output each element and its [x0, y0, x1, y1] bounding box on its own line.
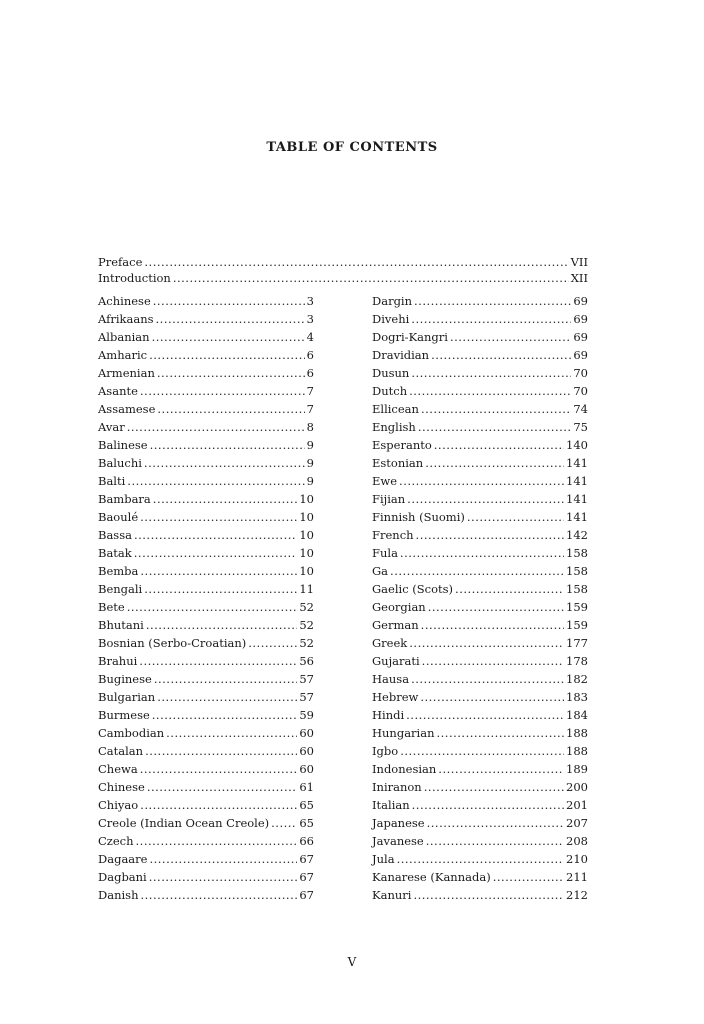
toc-entry-page: 3 — [306, 294, 314, 308]
dot-leader — [153, 490, 298, 508]
dot-leader — [416, 526, 565, 544]
toc-entry — [372, 310, 588, 328]
toc-entry-page: 9 — [306, 456, 314, 470]
toc-entry-label: Danish — [98, 888, 139, 902]
toc-entry-label: Baluchi — [98, 456, 142, 470]
toc-entry-page: 142 — [566, 528, 588, 542]
toc-entry-page: 67 — [299, 852, 314, 866]
toc-entry — [98, 526, 314, 544]
toc-entry-page: 182 — [566, 672, 588, 686]
toc-right-column — [372, 292, 588, 904]
toc-entry — [98, 544, 314, 562]
toc-entry — [372, 688, 588, 706]
toc-entry-label: Chinese — [98, 780, 145, 794]
toc-entry-label: Dagaare — [98, 852, 148, 866]
dot-leader — [140, 886, 297, 904]
toc-entry — [372, 616, 588, 634]
toc-entry-label: Preface — [98, 255, 143, 269]
toc-entry-label: Ga — [372, 564, 389, 578]
toc-entry-label: Afrikaans — [98, 312, 154, 326]
toc-entry — [98, 688, 314, 706]
toc-left-column — [98, 292, 314, 904]
dot-leader — [414, 292, 571, 310]
toc-entry-label: Avar — [98, 420, 125, 434]
dot-leader — [140, 760, 298, 778]
toc-entry-page: 184 — [566, 708, 588, 722]
dot-leader — [144, 580, 297, 598]
toc-entry-label: Dutch — [372, 384, 408, 398]
toc-entry-page: 188 — [566, 744, 588, 758]
toc-entry-label: Assamese — [98, 402, 156, 416]
dot-leader — [156, 310, 305, 328]
dot-leader — [467, 508, 564, 526]
toc-entry-page: 141 — [566, 492, 588, 506]
dot-leader — [434, 436, 564, 454]
toc-entry — [98, 652, 314, 670]
toc-entry-label: Estonian — [372, 456, 424, 470]
toc-entry — [372, 580, 588, 598]
toc-entry — [372, 634, 588, 652]
dot-leader — [149, 850, 297, 868]
dot-leader — [390, 562, 564, 580]
dot-leader — [400, 742, 564, 760]
toc-entry-page: 67 — [299, 888, 314, 902]
toc-entry-label: Asante — [98, 384, 138, 398]
toc-entry-page: 61 — [299, 780, 314, 794]
toc-entry-page: 56 — [299, 654, 314, 668]
toc-entry-label: Balinese — [98, 438, 148, 452]
dot-leader — [149, 346, 305, 364]
toc-entry — [372, 850, 588, 868]
dot-leader — [144, 454, 305, 472]
dot-leader — [411, 364, 571, 382]
toc-entry — [98, 454, 314, 472]
toc-entry-label: Dravidian — [372, 348, 430, 362]
dot-leader — [145, 742, 297, 760]
toc-entry-page: 69 — [573, 330, 588, 344]
toc-entry-page: 6 — [306, 348, 314, 362]
toc-entry-page: 70 — [573, 366, 588, 380]
toc-entry-label: Esperanto — [372, 438, 432, 452]
toc-entry-label: English — [372, 420, 416, 434]
toc-entry-page: 57 — [299, 672, 314, 686]
toc-entry-page: 60 — [299, 726, 314, 740]
toc-entry — [372, 796, 588, 814]
toc-entry-page: 177 — [566, 636, 588, 650]
toc-entry — [98, 760, 314, 778]
toc-entry — [372, 832, 588, 850]
page-title: TABLE OF CONTENTS — [266, 140, 438, 155]
toc-entry — [372, 418, 588, 436]
toc-entry-label: Bassa — [98, 528, 132, 542]
toc-entry-page: 141 — [566, 474, 588, 488]
toc-entry-label: Ewe — [372, 474, 398, 488]
dot-leader — [127, 418, 305, 436]
toc-entry-page: 70 — [573, 384, 588, 398]
toc-entry-page: 10 — [299, 546, 314, 560]
toc-entry — [372, 814, 588, 832]
toc-entry-label: Armenian — [98, 366, 155, 380]
toc-entry-label: Hebrew — [372, 690, 419, 704]
toc-entry-page: 69 — [573, 294, 588, 308]
toc-entry — [98, 562, 314, 580]
dot-leader — [411, 310, 571, 328]
toc-entry — [372, 508, 588, 526]
toc-entry-label: Ellicean — [372, 402, 419, 416]
toc-entry-label: Japanese — [372, 816, 425, 830]
toc-entry-label: Catalan — [98, 744, 144, 758]
toc-entry — [372, 472, 588, 490]
toc-entry — [372, 526, 588, 544]
toc-entry — [372, 652, 588, 670]
toc-entry-label: Cambodian — [98, 726, 165, 740]
toc-entry-label: Hungarian — [372, 726, 435, 740]
toc-entry-label: Hausa — [372, 672, 410, 686]
toc-entry-label: Iniranon — [372, 780, 422, 794]
dot-leader — [173, 270, 569, 286]
toc-entry — [98, 436, 314, 454]
dot-leader — [153, 292, 305, 310]
dot-leader — [438, 760, 564, 778]
toc-entry-label: Greek — [372, 636, 408, 650]
toc-entry-label: Dargin — [372, 294, 413, 308]
toc-entry — [98, 472, 314, 490]
toc-entry-page: 7 — [306, 384, 314, 398]
toc-entry-label: Buginese — [98, 672, 152, 686]
toc-entry-label: Hindi — [372, 708, 405, 722]
toc-entry — [372, 364, 588, 382]
toc-entry-page: 9 — [306, 438, 314, 452]
toc-entry-label: Georgian — [372, 600, 426, 614]
dot-leader — [152, 328, 305, 346]
dot-leader — [166, 724, 297, 742]
toc-entry-page: 10 — [299, 492, 314, 506]
dot-leader — [409, 382, 571, 400]
toc-entry — [98, 254, 588, 270]
dot-leader — [140, 508, 297, 526]
toc-entry-page: 189 — [566, 762, 588, 776]
dot-leader — [140, 796, 297, 814]
toc-entry-label: Albanian — [98, 330, 150, 344]
dot-leader — [425, 454, 564, 472]
toc-entry-label: Introduction — [98, 271, 171, 285]
toc-entry-label: Czech — [98, 834, 134, 848]
dot-leader — [248, 634, 297, 652]
toc-entry-page: 65 — [299, 798, 314, 812]
toc-entry-page: 60 — [299, 762, 314, 776]
toc-entry-label: Finnish (Suomi) — [372, 510, 465, 524]
toc-entry — [98, 706, 314, 724]
toc-entry-page: 4 — [306, 330, 314, 344]
toc-entry-label: German — [372, 618, 419, 632]
toc-entry-page: XII — [570, 271, 588, 285]
toc-entry-page: 208 — [566, 834, 588, 848]
toc-entry-page: 207 — [566, 816, 588, 830]
toc-entry-page: 6 — [306, 366, 314, 380]
toc-entry-label: Kanarese (Kannada) — [372, 870, 491, 884]
toc-entry-page: 52 — [299, 618, 314, 632]
toc-entry — [98, 598, 314, 616]
toc-entry-page: 65 — [299, 816, 314, 830]
dot-leader — [149, 868, 298, 886]
toc-entry — [98, 310, 314, 328]
toc-entry — [98, 832, 314, 850]
toc-entry — [98, 328, 314, 346]
toc-entry — [372, 562, 588, 580]
toc-entry — [98, 270, 588, 286]
dot-leader — [411, 670, 564, 688]
toc-entry — [372, 598, 588, 616]
toc-entry-label: Fijian — [372, 492, 406, 506]
toc-entry — [98, 292, 314, 310]
toc-entry-label: Gaelic (Scots) — [372, 582, 454, 596]
toc-entry — [372, 742, 588, 760]
toc-entry-label: Chewa — [98, 762, 138, 776]
dot-leader — [127, 472, 304, 490]
toc-entry — [98, 346, 314, 364]
toc-entry-page: 158 — [566, 564, 588, 578]
toc-entry — [98, 724, 314, 742]
toc-entry-label: Gujarati — [372, 654, 420, 668]
toc-entry — [98, 778, 314, 796]
toc-entry-page: 141 — [566, 456, 588, 470]
toc-entry — [372, 292, 588, 310]
dot-leader — [422, 652, 564, 670]
dot-leader — [271, 814, 297, 832]
dot-leader — [154, 670, 298, 688]
toc-entry-label: Dagbani — [98, 870, 147, 884]
toc-entry — [372, 328, 588, 346]
toc-entry — [98, 364, 314, 382]
dot-leader — [431, 346, 571, 364]
toc-entry-page: 59 — [299, 708, 314, 722]
toc-entry-page: 178 — [566, 654, 588, 668]
toc-entry — [98, 616, 314, 634]
toc-entry — [372, 868, 588, 886]
toc-entry-page: 183 — [566, 690, 588, 704]
toc-entry-label: Bosnian (Serbo-Croatian) — [98, 636, 247, 650]
dot-leader — [450, 328, 571, 346]
dot-leader — [134, 526, 297, 544]
toc-entry-label: Bambara — [98, 492, 151, 506]
toc-entry-label: Dogri-Kangri — [372, 330, 448, 344]
toc-entry-label: Chiyao — [98, 798, 139, 812]
dot-leader — [409, 634, 564, 652]
toc-entry — [98, 508, 314, 526]
toc-entry-page: 52 — [299, 636, 314, 650]
toc-entry-page: 140 — [566, 438, 588, 452]
toc-entry-page: 10 — [299, 564, 314, 578]
toc-entry-page: 69 — [573, 348, 588, 362]
toc-entry-page: 158 — [566, 582, 588, 596]
dot-leader — [407, 490, 564, 508]
toc-entry-label: Achinese — [98, 294, 151, 308]
dot-leader — [424, 778, 564, 796]
toc-entry-page: 210 — [566, 852, 588, 866]
dot-leader — [157, 688, 297, 706]
dot-leader — [412, 796, 564, 814]
toc-entry — [98, 886, 314, 904]
toc-entry-page: 212 — [566, 888, 588, 902]
dot-leader — [418, 418, 572, 436]
toc-entry — [372, 490, 588, 508]
toc-entry-page: 75 — [573, 420, 588, 434]
toc-entry-page: 69 — [573, 312, 588, 326]
toc-entry-page: 3 — [306, 312, 314, 326]
dot-leader — [397, 850, 564, 868]
toc-entry-page: 10 — [299, 510, 314, 524]
toc-entry-page: 74 — [573, 402, 588, 416]
toc-entry-label: Jula — [372, 852, 395, 866]
toc-entry — [372, 706, 588, 724]
toc-entry-label: Divehi — [372, 312, 410, 326]
toc-entry-page: 7 — [306, 402, 314, 416]
dot-leader — [421, 616, 564, 634]
toc-entry-page: 60 — [299, 744, 314, 758]
toc-entry-label: Brahui — [98, 654, 138, 668]
toc-entry-page: 67 — [299, 870, 314, 884]
toc-entry — [98, 382, 314, 400]
page-number: V — [347, 955, 357, 969]
toc-entry-page: 188 — [566, 726, 588, 740]
toc-entry-page: 158 — [566, 546, 588, 560]
dot-leader — [147, 778, 298, 796]
toc-entry-label: Baoulé — [98, 510, 139, 524]
toc-entry-page: 159 — [566, 618, 588, 632]
toc-entry-page: 200 — [566, 780, 588, 794]
toc-entry — [372, 544, 588, 562]
toc-entry-label: Burmese — [98, 708, 150, 722]
toc-entry — [98, 634, 314, 652]
toc-entry-label: French — [372, 528, 414, 542]
dot-leader — [493, 868, 564, 886]
dot-leader — [406, 706, 564, 724]
dot-leader — [157, 400, 304, 418]
toc-entry — [372, 346, 588, 364]
toc-entry-page: 57 — [299, 690, 314, 704]
dot-leader — [157, 364, 305, 382]
dot-leader — [426, 832, 564, 850]
toc-entry-page: VII — [570, 255, 588, 269]
toc-entry-label: Bengali — [98, 582, 143, 596]
toc-entry — [372, 886, 588, 904]
dot-leader — [140, 382, 305, 400]
toc-entry-page: 211 — [566, 870, 588, 884]
dot-leader — [413, 886, 564, 904]
toc-entry — [372, 454, 588, 472]
toc-entry — [372, 760, 588, 778]
dot-leader — [455, 580, 564, 598]
toc-entry — [98, 814, 314, 832]
toc-entry-label: Balti — [98, 474, 126, 488]
toc-entry — [372, 778, 588, 796]
toc-entry — [98, 400, 314, 418]
dot-leader — [400, 544, 564, 562]
toc-entry-page: 10 — [299, 528, 314, 542]
toc-entry-page: 66 — [299, 834, 314, 848]
toc-entry-page: 201 — [566, 798, 588, 812]
toc-entry — [372, 382, 588, 400]
toc-entry-label: Kanuri — [372, 888, 412, 902]
toc-entry-label: Bete — [98, 600, 125, 614]
dot-leader — [427, 814, 564, 832]
toc-entry-label: Javanese — [372, 834, 424, 848]
toc-entry-label: Dusun — [372, 366, 410, 380]
toc-entry-label: Batak — [98, 546, 132, 560]
toc-entry-page: 52 — [299, 600, 314, 614]
toc-entry — [98, 490, 314, 508]
toc-entry-label: Bulgarian — [98, 690, 156, 704]
dot-leader — [140, 562, 297, 580]
toc-entry — [372, 670, 588, 688]
toc-entry-label: Igbo — [372, 744, 399, 758]
toc-entry-page: 11 — [299, 582, 314, 596]
toc-entry-label: Amharic — [98, 348, 148, 362]
dot-leader — [146, 616, 298, 634]
dot-leader — [134, 544, 298, 562]
toc-entry-label: Indonesian — [372, 762, 437, 776]
toc-entry-page: 159 — [566, 600, 588, 614]
toc-entry-label: Creole (Indian Ocean Creole) — [98, 816, 270, 830]
toc-entry-label: Bhutani — [98, 618, 144, 632]
dot-leader — [139, 652, 297, 670]
dot-leader — [136, 832, 298, 850]
dot-leader — [150, 436, 305, 454]
dot-leader — [399, 472, 564, 490]
toc-entry — [372, 724, 588, 742]
toc-entry-label: Italian — [372, 798, 410, 812]
toc-entry — [98, 580, 314, 598]
toc-entry-label: Fula — [372, 546, 398, 560]
toc-entry-page: 9 — [306, 474, 314, 488]
toc-entry — [98, 670, 314, 688]
toc-entry — [98, 742, 314, 760]
toc-entry — [98, 418, 314, 436]
front-matter-list — [98, 254, 588, 286]
toc-entry — [98, 850, 314, 868]
toc-entry — [98, 796, 314, 814]
dot-leader — [420, 688, 564, 706]
dot-leader — [127, 598, 298, 616]
dot-leader — [421, 400, 571, 418]
toc-entry-page: 141 — [566, 510, 588, 524]
toc-entry — [372, 436, 588, 454]
toc-entry — [372, 400, 588, 418]
dot-leader — [144, 254, 568, 270]
toc-entry — [98, 868, 314, 886]
toc-entry-page: 8 — [306, 420, 314, 434]
toc-entry-label: Bemba — [98, 564, 139, 578]
dot-leader — [428, 598, 564, 616]
dot-leader — [437, 724, 565, 742]
dot-leader — [152, 706, 298, 724]
